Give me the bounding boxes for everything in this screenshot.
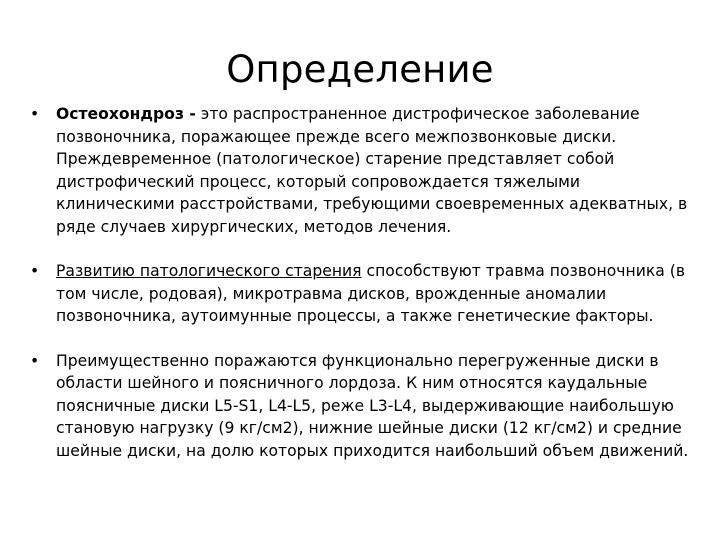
bullet-icon: • — [30, 105, 40, 123]
term-pathological-aging: Развитию патологического старения — [56, 262, 362, 280]
term-osteochondrosis: Остеохондроз - — [56, 105, 196, 123]
bullet-icon: • — [30, 262, 40, 280]
slide-title: Определение — [226, 48, 494, 91]
bullet-text: это распространенное дистрофическое заболевание позвоночника, поражающее прежде всего межпозвонковые диски. Преждевременное (патологическое) старение представляет собой дистрофический процесс, который сопровождается тяжелыми клиническими расстройствами, требующими своевременных адекватных, в ряде случаев хирургических, методов лечения. — [56, 105, 688, 236]
bullet-text: Преимущественно поражаются функционально перегруженные диски в области шейного и поясничного лордоза. К ним относятся каудальные поясничные диски L5-S1, L4-L5, реже L3-L4, выдерживающие наибольшую становую нагрузку (9 кг/см2), нижние шейные диски (12 кг/см2) и средние шейные диски, на долю которых приходится наибольший объем движений. — [56, 351, 689, 460]
bullet-icon: • — [30, 351, 40, 370]
bullet-list — [30, 103, 690, 484]
bullet-item-definition — [30, 103, 690, 238]
bullet-item-causes — [30, 260, 690, 328]
bullet-item-affected-discs — [30, 350, 690, 463]
bullet-text: способствуют травма позвоночника (в том числе, родовая), микротравма дисков, врожденные аномалии позвоночника, аутоимунные процессы, а также генетические факторы. — [56, 262, 686, 325]
